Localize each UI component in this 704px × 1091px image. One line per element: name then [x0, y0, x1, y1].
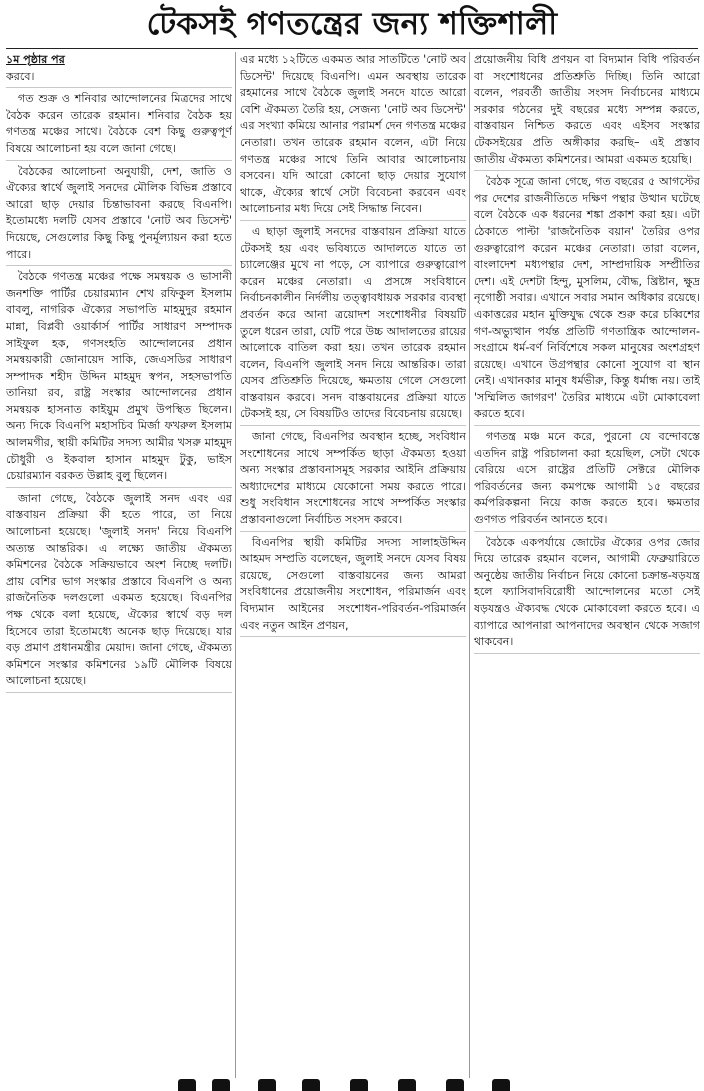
cropped-glyph [398, 1079, 416, 1091]
cropped-glyph [212, 1079, 230, 1091]
headline: টেকসই গণতন্ত্রের জন্য শক্তিশালী [146, 6, 558, 42]
paragraph: জানা গেছে, বৈঠকে জুলাই সনদ এবং এর বাস্তবায়ন প্রক্রিয়া কী হতে পারে, তা নিয়ে আলোচনা হয়েছে। 'জুলাই সনদ' নিয়ে বিএনপি অত্যন্ত আন্তরিক। এ লক্ষ্যে জাতীয় ঐকমত্য কমিশনের বৈঠকে সক্রিয়ভাবে অংশ নিচ্ছে দলটি। প্রায় বেশির ভাগ সংস্কার প্রস্তাবে বিএনপি ও অন্য রাজনৈতিক দলগুলো একমত হয়েছে। বিএনপির পক্ষ থেকে বলা হয়েছে, ঐক্যের স্বার্থে বড় দল হিসেবে তারা ইতোমধ্যে অনেক ছাড় দিয়েছে। যার বড় প্রমাণ প্রধানমন্ত্রীর মেয়াদ। জানা গেছে, ঐকমত্য কমিশনে সংস্কার কমিশনের ১৯টি মৌলিক বিষয়ে আলোচনা হয়েছে। [6, 491, 232, 693]
column-divider [469, 52, 470, 1078]
cropped-glyph [492, 1079, 510, 1091]
paragraph: এ ছাড়া জুলাই সনদের বাস্তবায়ন প্রক্রিয়া যাতে টেকসই হয় এবং ভবিষ্যতে আদালতে যাতে তা চ্যালেঞ্জের মুখে না পড়ে, সে ব্যাপারে গুরুত্বারোপ করেন মঞ্চের নেতারা। এ প্রসঙ্গে সংবিধানে নির্বাচনকালীন নির্দলীয় তত্ত্বাবধায়ক সরকার ব্যবস্থা প্রবর্তন করে আনা ত্রয়োদশ সংশোধনীর বিষয়টি তুলে ধরেন তারা, যেটি পরে উচ্চ আদালতের রায়ের আলোকে বাতিল করা হয়। তখন তারেক রহমান বলেন, বিএনপি জুলাই সনদ নিয়ে আন্তরিক। তারা যেসব প্রতিশ্রুতি দিয়েছে, ক্ষমতায় গেলে সেগুলো বাস্তবায়ন করবে। সনদ বাস্তবায়নের প্রক্রিয়া যাতে টেকসই হয়, সে বিষয়টিও তাদের বিবেচনায় রয়েছে। [240, 224, 466, 426]
paragraph: করবে। [6, 69, 232, 89]
paragraph: গত শুক্র ও শনিবার আন্দোলনের মিত্রদের সাথে বৈঠক করেন তারেক রহমান। শনিবার বৈঠক হয় গণতন্ত্র মঞ্চের সাথে। বৈঠকে বেশ কিছু গুরুত্বপূর্ণ বিষয়ে আলোচনা হয় বলে জানা গেছে। [6, 91, 232, 160]
paragraph: বৈঠকে গণতন্ত্র মঞ্চের পক্ষে সমন্বয়ক ও ভাসানী জনশক্তি পার্টির চেয়ারম্যান শেখ রফিকুল ইসলাম বাবলু, নাগরিক ঐক্যের সভাপতি মাহমুদুর রহমান মান্না, বিপ্লবী ওয়ার্কার্স পার্টির সাধারণ সম্পাদক সাইফুল হক, গণসংহতি আন্দোলনের প্রধান সমন্বয়কারী জোনায়েদ সাকি, জেএসডির সাধারণ সম্পাদক শহীদ উদ্দিন মাহমুদ স্বপন, সহসভাপতি তানিয়া রব, রাষ্ট্র সংস্কার আন্দোলনের প্রধান সমন্বয়ক হাসনাত কাইয়ুম প্রমুখ উপস্থিত ছিলেন। অন্য দিকে বিএনপি মহাসচিব মির্জা ফখরুল ইসলাম আলমগীর, স্থায়ী কমিটির সদস্য আমীর খসরু মাহমুদ চৌধুরী ও ইকবাল হাসান মাহমুদ টুকু, ভাইস চেয়ারম্যান বরকত উল্লাহ বুলু ছিলেন। [6, 269, 232, 488]
paragraph: প্রয়োজনীয় বিধি প্রণয়ন বা বিদ্যমান বিধি পরিবর্তন বা সংশোধনের প্রতিশ্রুতি দিচ্ছি। তিনি আরো বলেন, পরবর্তী জাতীয় সংসদ নির্বাচনের মাধ্যমে সরকার গঠনের দুই বছরের মধ্যে সম্পন্ন করতে, বাস্তবায়ন নিশ্চিত করতে এবং এইসব সংস্কার টেকসইয়ের প্রতি অঙ্গীকার করছি– এই প্রস্তাব জাতীয় ঐকমত্য কমিশনের। আমরা একমত হয়েছি। [474, 52, 700, 171]
article-column-1 [6, 52, 232, 1078]
continuation-label: ১ম পৃষ্ঠার পর [6, 53, 65, 66]
article-column-3 [474, 52, 700, 1078]
paragraph: বিএনপির স্থায়ী কমিটির সদস্য সালাহউদ্দিন আহমদ সম্প্রতি বলেছেন, জুলাই সনদে যেসব বিষয় রয়েছে, সেগুলো বাস্তবায়নের জন্য আমরা সংবিধানের প্রয়োজনীয় সংশোধন, পরিমার্জন এবং বিদ্যমান আইনের সংশোধন-পরিবর্তন-পরিমার্জন এবং নতুন আইন প্রণয়ন, [240, 535, 466, 638]
paragraph: বৈঠকে একপর্যায়ে জোটের ঐক্যের ওপর জোর দিয়ে তারেক রহমান বলেন, আগামী ফেব্রুয়ারিতে অনুষ্ঠেয় জাতীয় নির্বাচন নিয়ে কোনো চক্রান্ত-ষড়যন্ত্র হলে ফ্যাসিবাদবিরোধী আন্দোলনের মতো সেই ষড়যন্ত্রও ঐক্যবদ্ধ থেকে মোকাবেলা করতে হবে। এ ব্যাপারে আপনারা আপনাদের অবস্থান থেকে সজাগ থাকবেন। [474, 535, 700, 654]
article-column-2 [240, 52, 466, 1078]
paragraph: জানা গেছে, বিএনপির অবস্থান হচ্ছে, সংবিধান সংশোধনের সাথে সম্পর্কিত ছাড়া ঐকমত্য হওয়া অন্য সংস্কার প্রস্তাবনাসমূহ সরকার আইনি প্রক্রিয়ায় অধ্যাদেশের মাধ্যমে যেকোনো সময় করতে পারে। শুধু সংবিধান সংশোধনের সাথে সম্পর্কিত সংস্কার প্রস্তাবনাগুলো নির্বাচিত সংসদ করবে। [240, 429, 466, 532]
cropped-glyph [178, 1079, 196, 1091]
paragraph: বৈঠকের আলোচনা অনুযায়ী, দেশ, জাতি ও ঐক্যের স্বার্থে জুলাই সনদের মৌলিক বিভিন্ন প্রস্তাবে আরো ছাড় দেয়ার চিন্তাভাবনা করছে বিএনপি। ইতোমধ্যে দলটি যেসব প্রস্তাবে 'নোট অব ডিসেন্ট' দিয়েছে, সেগুলোর কিছু কিছু পুনর্মূল্যায়ন করা হতে পারে। [6, 164, 232, 267]
column-divider [235, 52, 236, 1078]
paragraph: গণতন্ত্র মঞ্চ মনে করে, পুরনো যে বন্দোবস্তে এতদিন রাষ্ট্র পরিচালনা করা হয়েছিল, সেটা থেকে বেরিয়ে এসে রাষ্ট্রের প্রতিটি সেক্টরে মৌলিক পরিবর্তনের জন্য কমপক্ষে আগামী ১৫ বছরের কর্মপরিকল্পনা নিয়ে কাজ করতে হবে। ক্ষমতার গুণগত পরিবর্তন আনতে হবে। [474, 429, 700, 532]
cropped-glyph [446, 1079, 464, 1091]
cropped-glyph [258, 1079, 276, 1091]
cropped-glyph [302, 1079, 320, 1091]
next-article-headline-fragment [0, 1078, 704, 1091]
paragraph: এর মধ্যে ১২টিতে একমত আর সাতটিতে 'নোট অব ডিসেন্ট' দিয়েছে বিএনপি। এমন অবস্থায় তারেক রহমানের সাথে বৈঠকে জুলাই সনদে যাতে আরো বেশি ঐকমত্য তৈরি হয়, সেজন্য 'নোট অব ডিসেন্ট' এর সংখ্যা কমিয়ে আনার পরামর্শ দেন গণতন্ত্র মঞ্চের নেতারা। তখন তারেক রহমান বলেন, এটা নিয়ে গণতন্ত্র মঞ্চের সাথে তিনি আবার আলোচনায় বসবেন। যদি আরো কোনো ছাড় দেয়ার সুযোগ থাকে, ঐক্যের স্বার্থে সেটা বিবেচনা করবেন এবং আলোচনার মধ্য দিয়ে সেই সিদ্ধান্ত নিবেন। [240, 52, 466, 221]
cropped-glyph [350, 1079, 368, 1091]
paragraph: বৈঠক সূত্রে জানা গেছে, গত বছরের ৫ আগস্টের পর দেশের রাজনীতিতে দক্ষিণ পন্থার উত্থান ঘটেছে বলে বৈঠকে এক ধরনের শঙ্কা প্রকাশ করা হয়। এটা ঠেকাতে পাল্টা 'রাজনৈতিক বয়ান' তৈরির ওপর গুরুত্বারোপ করেন মঞ্চের নেতারা। তারা বলেন, বাংলাদেশ মধ্যপন্থার দেশ, সাম্প্রদায়িক সম্প্রীতির দেশ। এই দেশটা হিন্দু, মুসলিম, বৌদ্ধ, খ্রিষ্টান, ক্ষুদ্র নৃগোষ্ঠী সবার। এখানে সবার সমান অধিকার রয়েছে। একাত্তরের মহান মুক্তিযুদ্ধ থেকে শুরু করে চব্বিশের গণ-অভ্যুত্থান পর্যন্ত প্রতিটি গণতান্ত্রিক আন্দোলন-সংগ্রামে ধর্ম-বর্ণ নির্বিশেষে সকল মানুষের অংশগ্রহণ রয়েছে। এখানে উগ্রপন্থার কোনো সুযোগ বা স্থান নেই। এখানকার মানুষ ধর্মভীরু, কিন্তু ধর্মান্ধ নয়। তাই 'সম্মিলিত জাগরণ' তৈরির মাধ্যমে এটা মোকাবেলা করতে হবে। [474, 174, 700, 426]
headline-rule [6, 48, 698, 49]
